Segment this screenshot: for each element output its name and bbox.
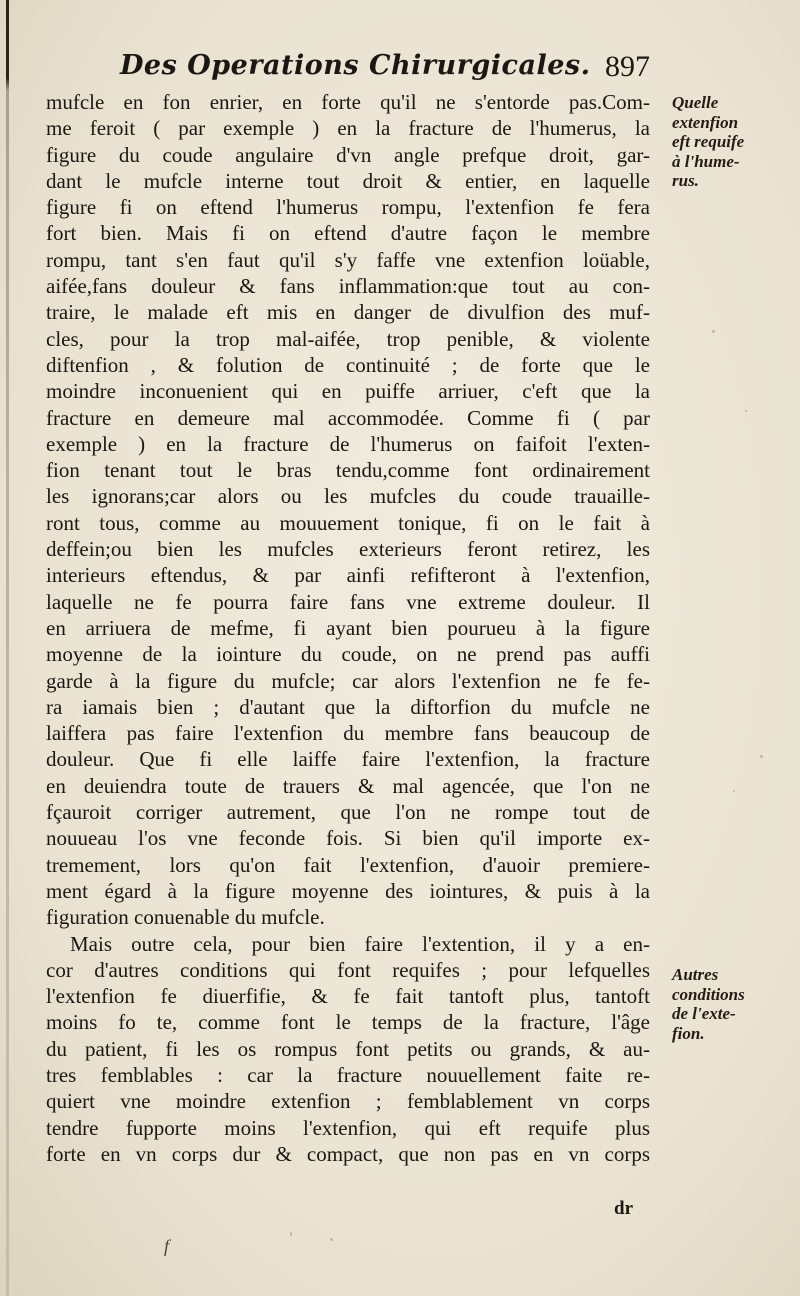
margin-note-line: Autres — [672, 965, 719, 984]
text-line: deffein;ou bien les mufcles exterieurs feront retirez, les — [46, 537, 650, 562]
text-line: ront tous, comme au mouuement tonique, fi on le fait à — [46, 510, 650, 535]
margin-note-line: Quelle — [672, 93, 719, 112]
text-line: ment égard à la figure moyenne des iointures, & puis à la — [46, 878, 650, 903]
text-line: figure du coude angulaire d'vn angle prefque droit, gar- — [46, 142, 650, 167]
text-line: laquelle ne fe pourra faire fans vne extreme douleur. Il — [46, 589, 650, 614]
text-line: rompu, tant s'en faut qu'il s'y faffe vne extenfion loüable, — [46, 247, 650, 272]
text-line: quiert vne moindre extenfion ; femblablement vn corps — [46, 1089, 650, 1114]
text-line: nouueau l'os vne feconde fois. Si bien qu'il importe ex- — [46, 826, 650, 851]
margin-note-line: rus. — [672, 171, 699, 190]
text-line: fracture en demeure mal accommodée. Comme fi ( par — [46, 405, 650, 430]
text-line: dant le mufcle interne tout droit & entier, en laquelle — [46, 168, 650, 193]
text-line: moindre inconuenient qui en puiffe arriuer, c'eft que la — [46, 379, 650, 404]
text-line: figure fi on eftend l'humerus rompu, l'extenfion fe fera — [46, 195, 650, 220]
text-line: aifée,fans douleur & fans inflammation:que tout au con- — [46, 274, 650, 299]
page-gutter-edge — [6, 0, 9, 1296]
text-line: cor d'autres conditions qui font requifes ; pour lefquelles — [46, 957, 650, 982]
text-line: me feroit ( par exemple ) en la fracture de l'humerus, la — [46, 116, 650, 141]
text-line: forte en vn corps dur & compact, que non pas en vn corps — [46, 1141, 650, 1166]
text-line: douleur. Que fi elle laiffe faire l'extenfion, la fracture — [46, 747, 650, 772]
text-line: mufcle en fon enrier, en forte qu'il ne s'entorde pas.Com- — [46, 90, 650, 114]
margin-note-conditions — [672, 965, 790, 1043]
text-line: du patient, fi les os rompus font petits ou grands, & au- — [46, 1036, 650, 1061]
text-line: en arriuera de mefme, fi ayant bien pourueu à la figure — [46, 615, 650, 640]
text-line: fort bien. Mais fi on eftend d'autre façon le membre — [46, 221, 650, 246]
text-line: ra iamais bien ; d'autant que la diftorfion du mufcle ne — [46, 694, 650, 719]
paper-speck — [733, 790, 735, 792]
margin-note-line: extenfion — [672, 112, 739, 132]
text-line: exemple ) en la fracture de l'humerus on faifoit l'exten- — [46, 431, 650, 456]
margin-note-line: fion. — [672, 1023, 705, 1043]
running-head: Des Operations Chirurgicales. — [120, 50, 591, 81]
signature-mark: f — [164, 1236, 170, 1256]
text-line: cles, pour la trop mal-aifée, trop penible, & violente — [46, 326, 650, 351]
catchword: dr — [614, 1198, 633, 1219]
text-line: tendre fupporte moins l'extenfion, qui eft requife plus — [46, 1115, 650, 1140]
page-header — [120, 50, 660, 94]
text-line: fçauroit corriger autrement, que l'on ne rompe tout de — [46, 800, 650, 825]
text-line: garde à la figure du mufcle; car alors l'extenfion ne fe fe- — [46, 668, 650, 693]
paper-speck — [290, 1232, 292, 1236]
page-number: 897 — [605, 50, 650, 83]
paper-speck — [760, 755, 763, 758]
margin-note-extension — [672, 93, 790, 191]
text-line: fion tenant tout le bras tendu,comme font ordinairement — [46, 458, 650, 483]
text-line: moyenne de la iointure du coude, on ne prend pas auffi — [46, 642, 650, 667]
margin-note-line: de l'exte- — [672, 1004, 736, 1023]
margin-note-line: conditions — [672, 984, 745, 1004]
paper-speck — [330, 1238, 333, 1241]
text-line: laiffera pas faire l'extenfion du membre fans beaucoup de — [46, 721, 650, 746]
text-line: Mais outre cela, pour bien faire l'extention, il y a en- — [70, 931, 650, 956]
paper-speck — [712, 330, 715, 333]
paper-speck — [745, 410, 747, 412]
body-text — [46, 89, 650, 1167]
margin-note-line: à l'hume- — [672, 151, 740, 171]
text-line: tremement, lors qu'on fait l'extenfion, d'auoir premiere- — [46, 852, 650, 877]
text-line: figuration conuenable du mufcle. — [46, 905, 325, 930]
margin-note-line: eft requife — [672, 132, 745, 151]
text-line: tres femblables : car la fracture nouuellement faite re- — [46, 1062, 650, 1087]
text-line: interieurs eftendus, & par ainfi refifteront à l'extenfion, — [46, 563, 650, 588]
text-line: l'extenfion fe diuerfifie, & fe fait tantoft plus, tantoft — [46, 984, 650, 1009]
text-line: diftenfion , & folution de continuité ; de forte que le — [46, 352, 650, 377]
text-line: moins fo te, comme font le temps de la fracture, l'âge — [46, 1010, 650, 1035]
text-line: en deuiendra toute de trauers & mal agencée, que l'on ne — [46, 773, 650, 798]
text-line: les ignorans;car alors ou les mufcles du coude trauaille- — [46, 484, 650, 509]
text-line: traire, le malade eft mis en danger de divulfion des muf- — [46, 300, 650, 325]
